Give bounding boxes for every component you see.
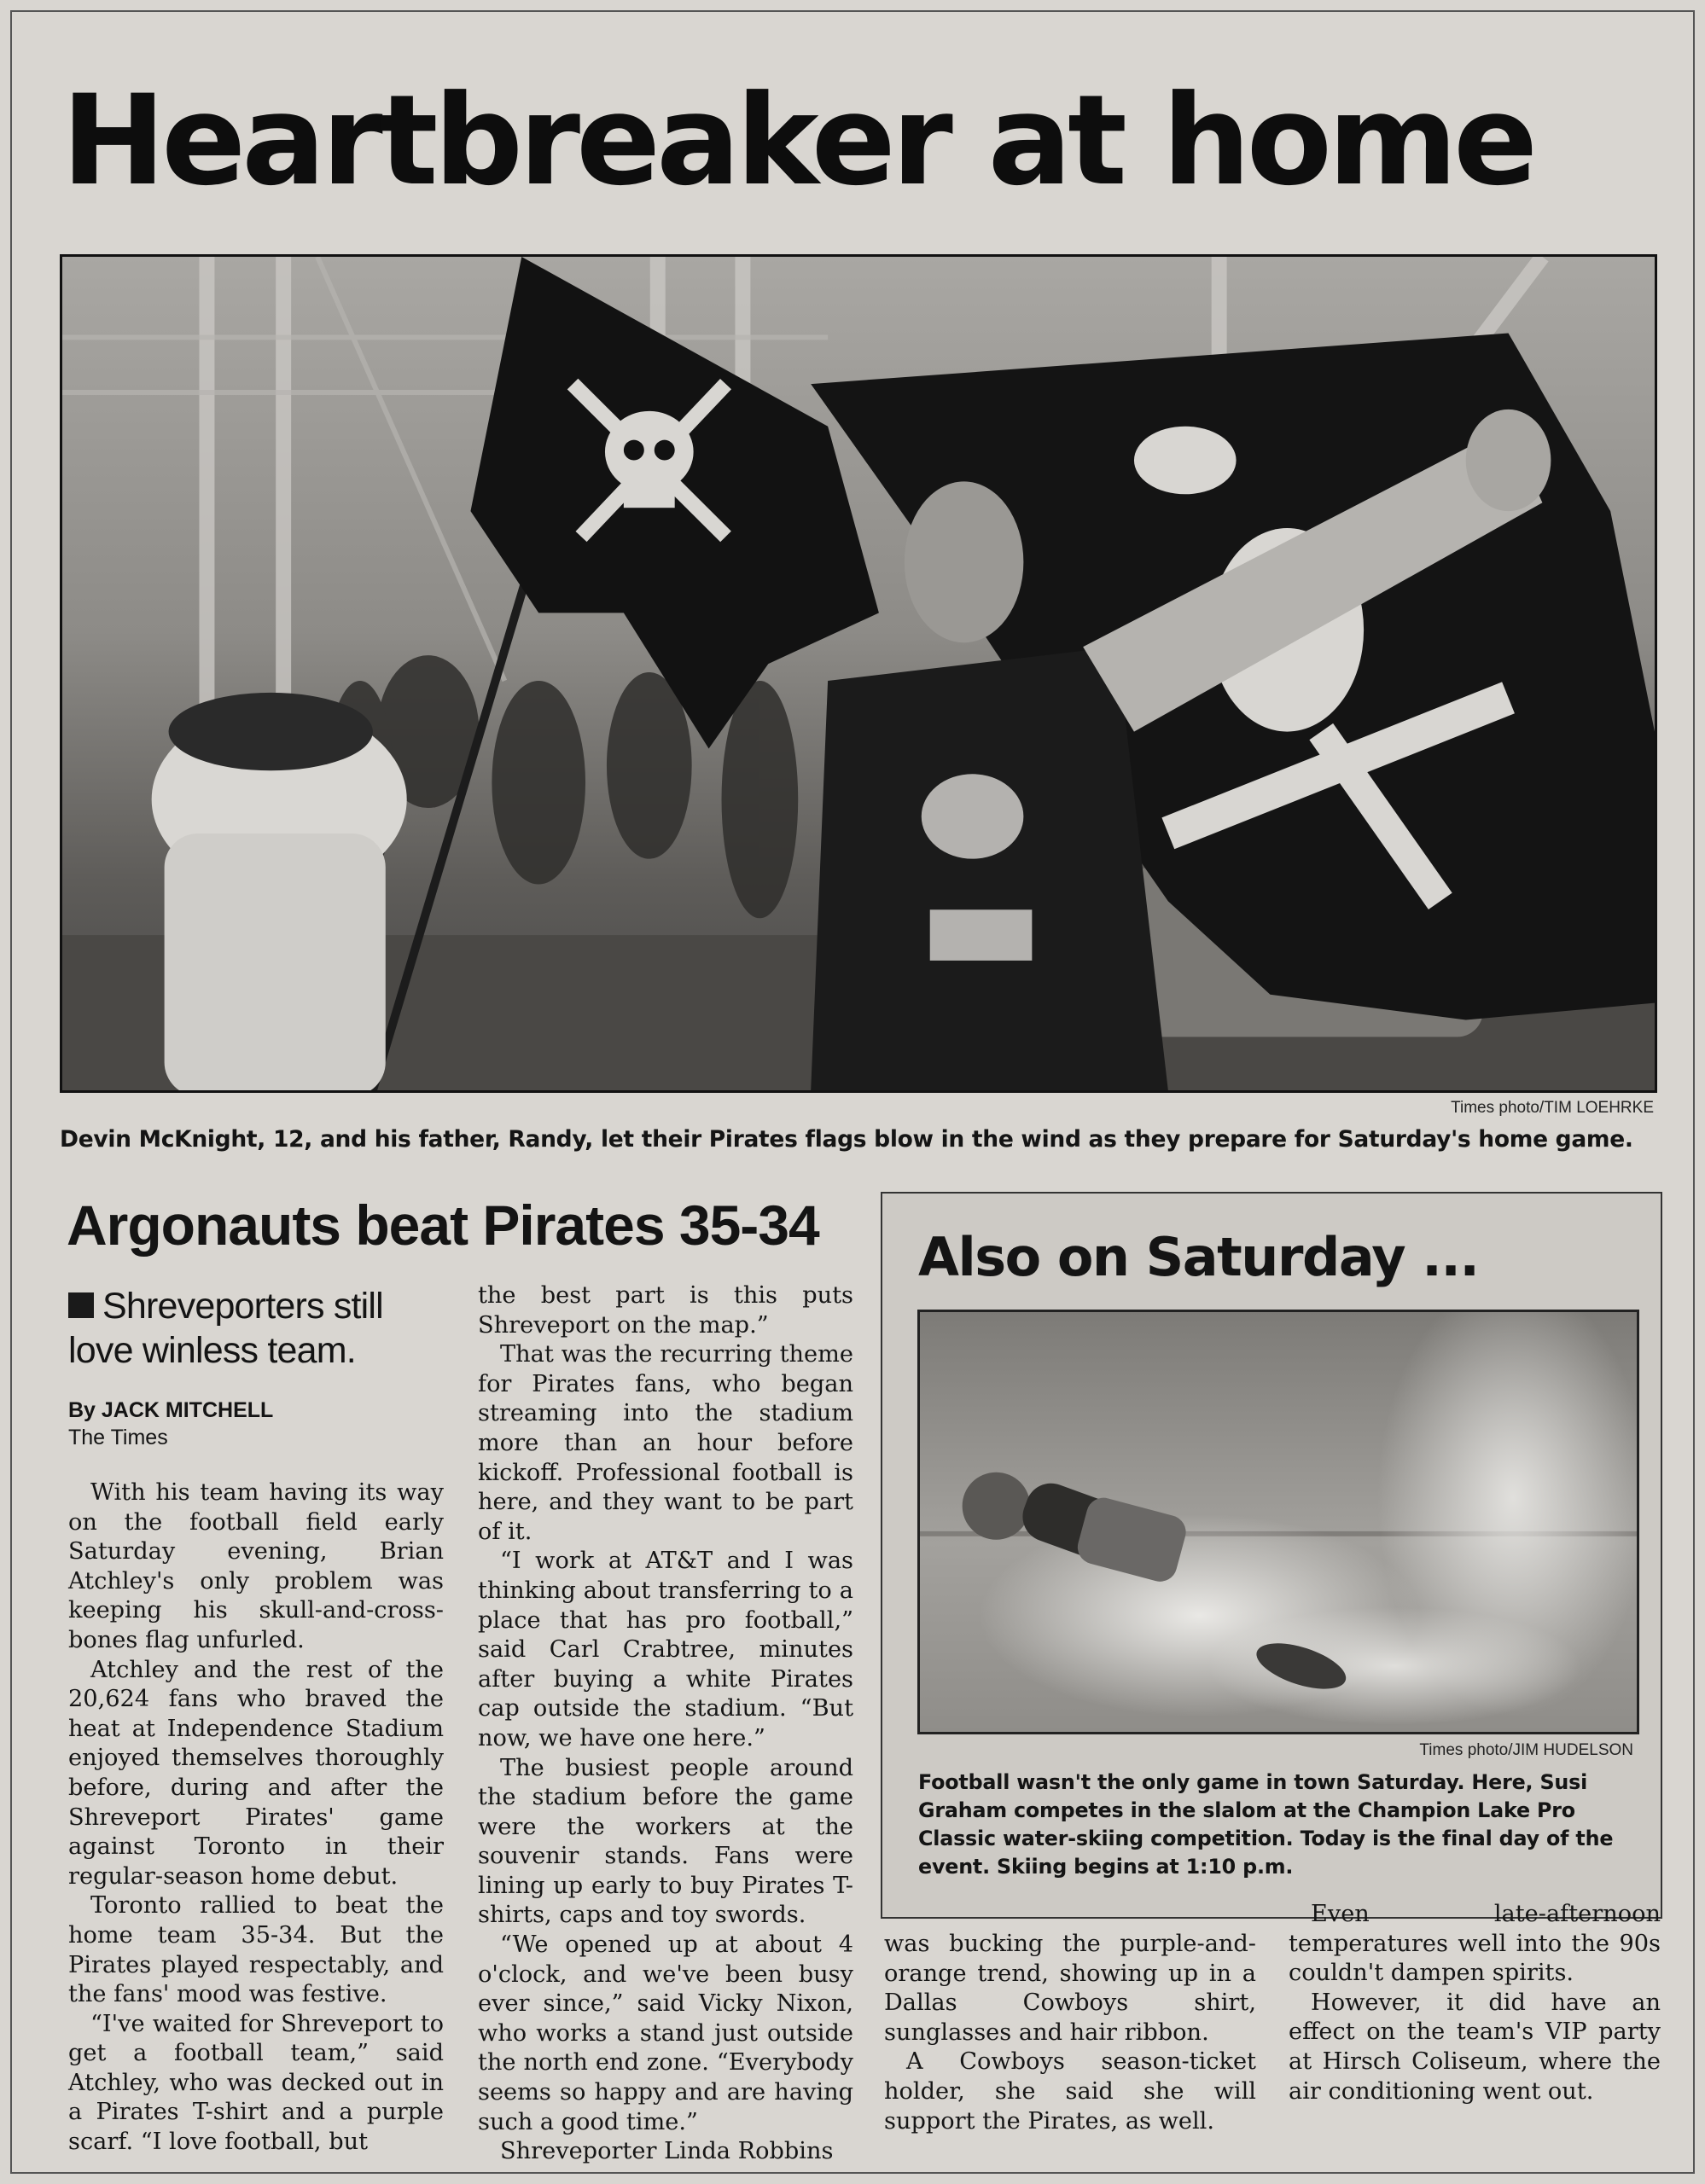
byline: By JACK MITCHELL	[68, 1398, 274, 1422]
story-paragraph: A Cowboys season-ticket holder, she said she will support the Pirates, as well.	[884, 2048, 1256, 2135]
story-paragraph: “I've waited for Shreveport to get a football team,” said Atchley, who was decked out in a Pirates T-shirt and a purple scarf. “I love football, but	[68, 2010, 444, 2156]
story-paragraph: That was the recurring theme for Pirates fans, who began streaming into the stadium more than an hour before kickoff. Professional football is here, and they want to be part of it.	[478, 1341, 853, 1545]
inset-photo-credit: Times photo/JIM HUDELSON	[1419, 1741, 1633, 1759]
story-paragraph: Shreveporter Linda Robbins	[500, 2138, 834, 2165]
page-headline: Heartbreaker at home	[61, 68, 1534, 213]
story-column-2	[478, 1281, 853, 2167]
story-paragraph: “I work at AT&T and I was thinking about transferring to a place that has pro football,” said Carl Crabtree, minutes after buying a white Pirates cap outside the stadium. “But now, we have one here.”	[478, 1548, 853, 1751]
story-column-1	[68, 1478, 444, 2158]
story-paragraph: Even late-afternoon temperatures well into the 90s couldn't dampen spirits.	[1289, 1901, 1661, 1987]
story-paragraph: The busiest people around the stadium before the game were the workers at the souvenir stands. Fans were lining up early to buy Pirates T-shirts, caps and toy swords.	[478, 1754, 853, 1929]
story-paragraph: “We opened up at about 4 o'clock, and we've been busy ever since,” said Vicky Nixon, who works a stand just outside the north end zone. “Everybody seems so happy and are having such a good time.”	[478, 1931, 853, 2135]
water-ski-photo	[917, 1310, 1639, 1734]
sidebar-also-on-saturday	[881, 1192, 1662, 1919]
main-photo-caption: Devin McKnight, 12, and his father, Randy, let their Pirates flags blow in the wind as they prepare for Saturday's home game.	[60, 1126, 1633, 1153]
pirates-fans-photo	[62, 257, 1655, 1090]
bullet-square-icon	[68, 1292, 94, 1318]
main-photo-credit: Times photo/TIM LOEHRKE	[1451, 1099, 1654, 1117]
story-paragraph: Toronto rallied to beat the home team 35-34. But the Pirates played respectably, and the fans' mood was festive.	[68, 1892, 444, 2008]
sidebar-title: Also on Saturday ...	[918, 1226, 1479, 1288]
story-paragraph-continued: was bucking the purple-and-orange trend, showing up in a Dallas Cowboys shirt, sunglasses and hair ribbon.	[884, 1931, 1256, 2046]
water-skier-image	[920, 1312, 1637, 1732]
story-column-4	[1289, 1900, 1661, 2106]
inset-photo-caption: Football wasn't the only game in town Saturday. Here, Susi Graham competes in the slalom at the Champion Lake Pro Classic water-skiing competition. Today is the final day of the event. Skiing begins at 1:10 p.m.	[918, 1770, 1614, 1879]
story-headline: Argonauts beat Pirates 35-34	[67, 1194, 819, 1257]
story-paragraph: Atchley and the rest of the 20,624 fans who braved the heat at Independence Stadium enjoyed themselves thoroughly before, during and after the Shreveport Pirates' game against Toronto in their regular-season home debut.	[68, 1656, 444, 1890]
story-deck-text: Shreveporters still love winless team.	[68, 1286, 383, 1371]
story-deck	[68, 1284, 444, 1373]
byline-organization: The Times	[68, 1426, 168, 1449]
story-paragraph-continued: the best part is this puts Shreveport on the map.”	[478, 1282, 853, 1339]
main-photo	[60, 254, 1657, 1093]
story-paragraph: However, it did have an effect on the team's VIP party at Hirsch Coliseum, where the air conditioning went out.	[1289, 1989, 1661, 2105]
story-column-3	[884, 1930, 1256, 2136]
story-paragraph: With his team having its way on the football field early Saturday evening, Brian Atchley's only problem was keeping his skull-and-cross-bones flag unfurled.	[68, 1479, 444, 1653]
